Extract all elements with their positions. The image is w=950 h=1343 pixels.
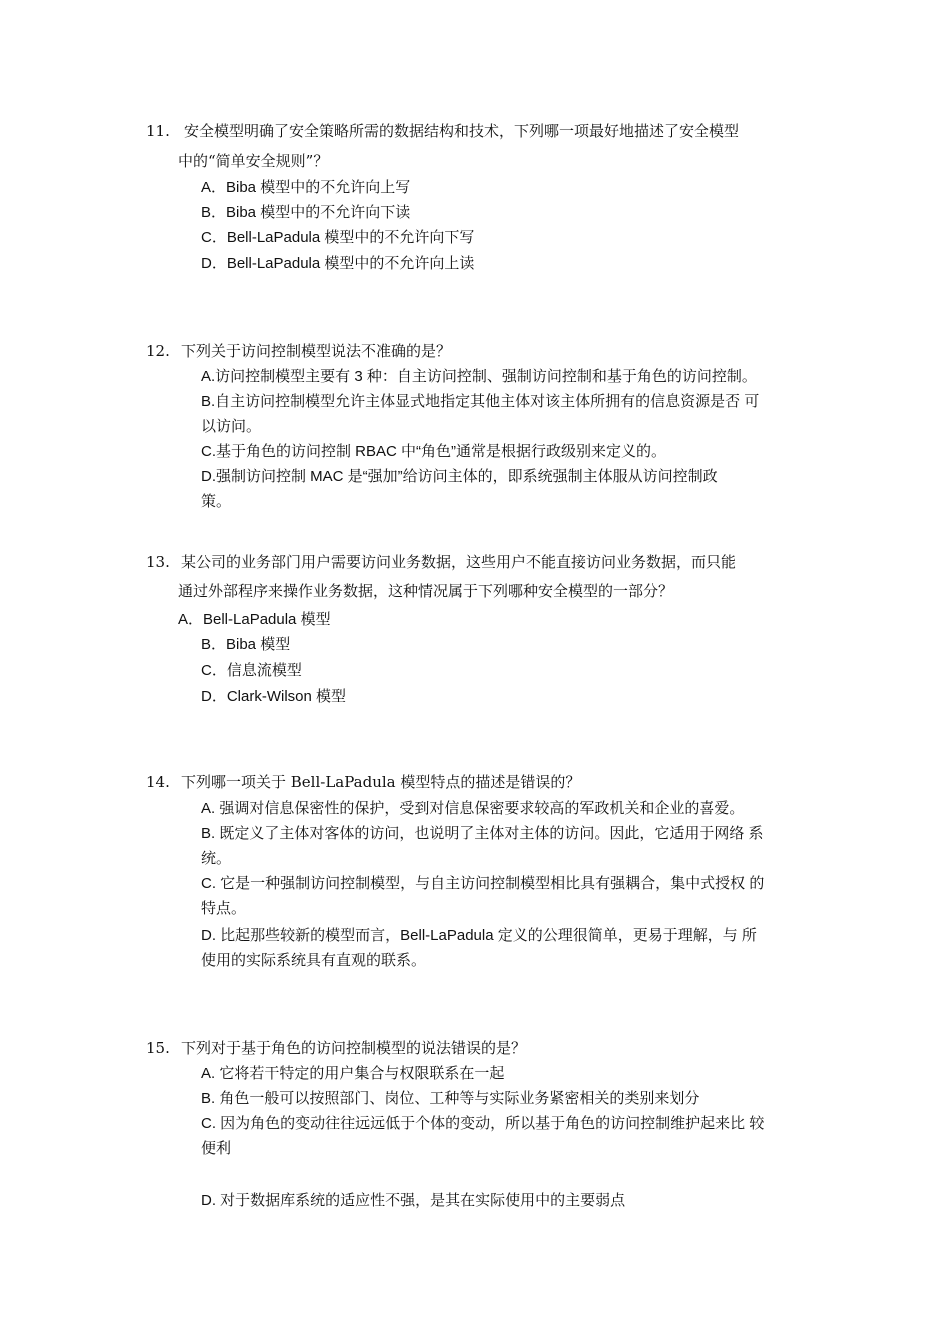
option-d: D. 比起那些较新的模型而言，Bell-LaPadula 定义的公理很简单，更易于理解，与 所	[201, 927, 757, 944]
question-stem: 安全模型明确了安全策略所需的数据结构和技术，下列哪一项最好地描述了安全模型	[184, 122, 740, 140]
option-c: C. 它是一种强制访问控制模型，与自主访问控制模型相比具有强耦合，集中式授权 的	[201, 875, 765, 892]
option-d-cont: 使用的实际系统具有直观的联系。	[201, 952, 427, 969]
question-number: 11.	[146, 122, 170, 140]
question-stem: 下列关于访问控制模型说法不准确的是？	[181, 342, 452, 360]
question-number: 12.	[146, 342, 170, 360]
option-b: B．Biba 模型中的不允许向下读	[201, 204, 411, 221]
option-b: B. 角色一般可以按照部门、岗位、工种等与实际业务紧密相关的类别来划分	[201, 1090, 700, 1107]
option-b-cont: 统。	[201, 850, 232, 867]
option-a: A. 它将若干特定的用户集合与权限联系在一起	[201, 1065, 505, 1082]
option-c: C．信息流模型	[201, 662, 302, 679]
option-d: D.强制访问控制 MAC 是“强加”给访问主体的，即系统强制主体服从访问控制政	[201, 468, 718, 485]
option-c: C．Bell-LaPadula 模型中的不允许向下写	[201, 229, 475, 246]
option-d: D．Bell-LaPadula 模型中的不允许向上读	[201, 255, 475, 272]
question-number: 14.	[146, 773, 170, 791]
option-c-cont: 便利	[201, 1140, 232, 1157]
question-stem: 下列对于基于角色的访问控制模型的说法错误的是？	[181, 1039, 527, 1057]
option-c: C. 因为角色的变动往往远远低于个体的变动，所以基于角色的访问控制维护起来比 较	[201, 1115, 765, 1132]
question-stem: 中的“简单安全规则”？	[178, 152, 329, 170]
option-b: B. 既定义了主体对客体的访问，也说明了主体对主体的访问。因此，它适用于网络 系	[201, 825, 764, 842]
question-stem: 某公司的业务部门用户需要访问业务数据，这些用户不能直接访问业务数据，而只能	[181, 553, 737, 571]
option-d-cont: 策。	[201, 493, 232, 510]
option-d: D．Clark-Wilson 模型	[201, 688, 347, 705]
option-b: B.自主访问控制模型允许主体显式地指定其他主体对该主体所拥有的信息资源是否 可	[201, 393, 760, 410]
question-number: 13.	[146, 553, 170, 571]
option-b-cont: 以访问。	[201, 418, 262, 435]
question-number: 15.	[146, 1039, 170, 1057]
option-d: D. 对于数据库系统的适应性不强，是其在实际使用中的主要弱点	[201, 1192, 626, 1209]
option-a: A．Bell-LaPadula 模型	[178, 611, 331, 628]
option-c-cont: 特点。	[201, 900, 247, 917]
option-a: A.访问控制模型主要有 3 种：自主访问控制、强制访问控制和基于角色的访问控制。	[201, 368, 757, 385]
option-b: B．Biba 模型	[201, 636, 291, 653]
question-stem: 下列哪一项关于 Bell-LaPadula 模型特点的描述是错误的？	[181, 773, 581, 791]
option-a: A．Biba 模型中的不允许向上写	[201, 179, 411, 196]
option-a: A. 强调对信息保密性的保护，受到对信息保密要求较高的军政机关和企业的喜爱。	[201, 800, 745, 817]
option-c: C.基于角色的访问控制 RBAC 中“角色”通常是根据行政级别来定义的。	[201, 443, 667, 460]
question-stem: 通过外部程序来操作业务数据，这种情况属于下列哪种安全模型的一部分？	[178, 582, 674, 600]
